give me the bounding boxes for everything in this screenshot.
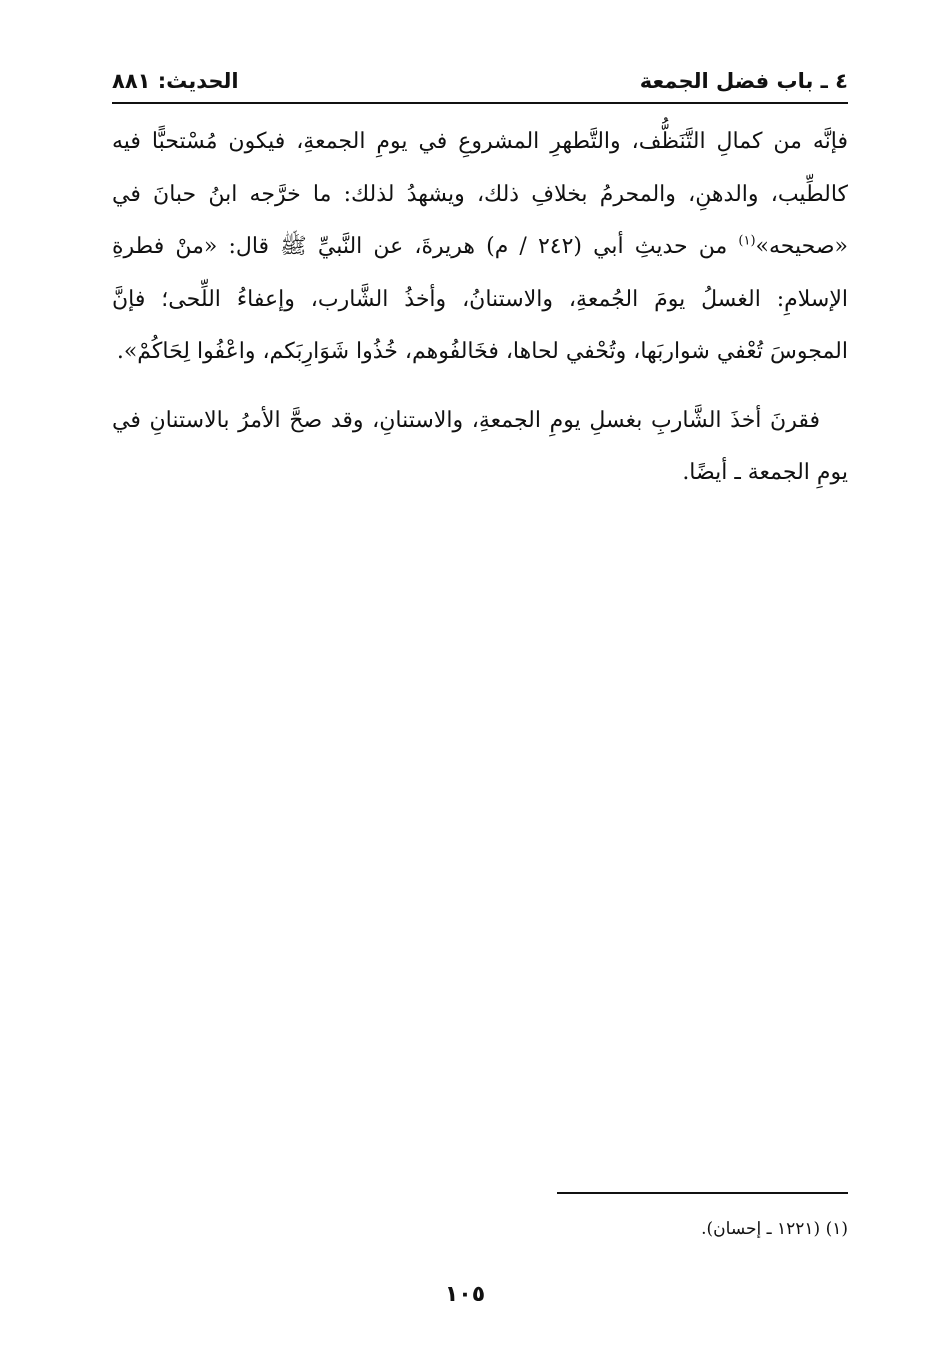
page-number: ١٠٥ bbox=[444, 1282, 486, 1307]
main-text bbox=[112, 116, 848, 500]
footnote-divider bbox=[557, 1192, 848, 1194]
paragraph-1-part-1: فإنَّه من كمالِ التَّنَظُّف، والتَّطهرِ المشروعِ في يومِ الجمعةِ، فيكون مُسْتحبًّا فيه كالطِّيب، والدهنِ، والمحرمُ بخلافِ ذلك، ويشهدُ لذلك: ما خرَّجه ابنُ حبانَ في «صحيحه» bbox=[112, 129, 848, 259]
paragraph-1 bbox=[112, 116, 848, 379]
hadith-number: الحديث: ٨٨١ bbox=[112, 69, 239, 93]
footnote: (١) (١٢٢١ ـ إحسان). bbox=[701, 1219, 848, 1239]
header-divider bbox=[112, 102, 848, 104]
paragraph-2: فقرنَ أخذَ الشَّاربِ بغسلِ يومِ الجمعةِ، والاستنانِ، وقد صحَّ الأمرُ بالاستنانِ في يومِ الجمعة ـ أيضًا. bbox=[112, 407, 848, 485]
footnote-reference: (١) bbox=[738, 233, 756, 249]
paragraph-1-part-2: من حديثِ أبي (٢٤٢ / م) هريرةَ، عن النَّبيِّ ﷺ قال: «منْ فطرةِ الإسلامِ: الغسلُ يومَ الجُمعةِ، والاستنانُ، وأخذُ الشَّارب، وإعفاءُ اللِّحى؛ فإنَّ المجوسَ تُعْفي شواربَها، وتُحْفي لحاها، فخَالفُوهم، خُذُوا شَوَارِبَكم، واعْفُوا لِحَاكُمْ». bbox=[112, 234, 848, 364]
chapter-title: ٤ ـ باب فضل الجمعة bbox=[639, 69, 848, 93]
running-header bbox=[112, 64, 848, 104]
